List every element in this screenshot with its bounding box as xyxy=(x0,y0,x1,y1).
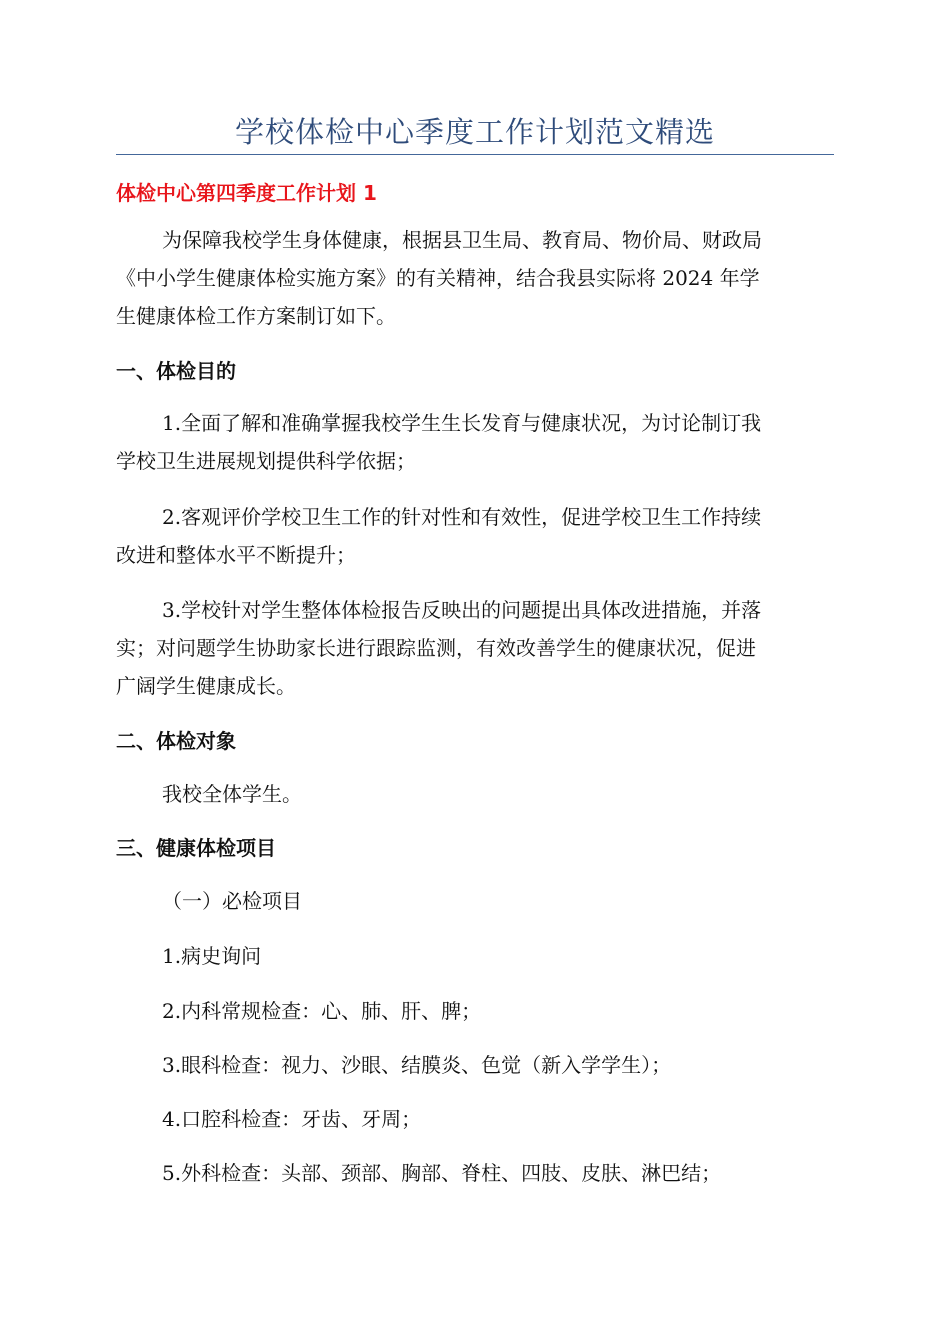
purpose-item-3-line-2: 实；对问题学生协助家长进行跟踪监测，有效改善学生的健康状况，促进 xyxy=(116,636,756,660)
intro-line-1: 为保障我校学生身体健康，根据县卫生局、教育局、物价局、财政局 xyxy=(162,228,762,252)
purpose-item-2-line-2: 改进和整体水平不断提升； xyxy=(116,543,356,567)
exam-item: 5.外科检查：头部、颈部、胸部、脊柱、四肢、皮肤、淋巴结； xyxy=(162,1161,722,1185)
exam-item: 4.口腔科检查：牙齿、牙周； xyxy=(162,1107,422,1131)
plan-subtitle: 体检中心第四季度工作计划 1 xyxy=(116,181,377,205)
exam-item: 3.眼科检查：视力、沙眼、结膜炎、色觉（新入学学生）； xyxy=(162,1053,672,1077)
subjects-text: 我校全体学生。 xyxy=(162,782,302,806)
purpose-item-1-line-2: 学校卫生进展规划提供科学依据； xyxy=(116,449,416,473)
purpose-item-1-line-1: 1.全面了解和准确掌握我校学生生长发育与健康状况，为讨论制订我 xyxy=(162,411,762,435)
exam-item: 1.病史询问 xyxy=(162,944,262,968)
section-heading-subjects: 二、体检对象 xyxy=(116,729,236,753)
exam-item: 2.内科常规检查：心、肺、肝、脾； xyxy=(162,999,482,1023)
section-heading-purpose: 一、体检目的 xyxy=(116,359,236,383)
intro-line-2: 《中小学生健康体检实施方案》的有关精神，结合我县实际将 2024 年学 xyxy=(116,266,760,290)
purpose-item-3-line-1: 3.学校针对学生整体体检报告反映出的问题提出具体改进措施，并落 xyxy=(162,598,762,622)
intro-line-3: 生健康体检工作方案制订如下。 xyxy=(116,304,396,328)
purpose-item-2-line-1: 2.客观评价学校卫生工作的针对性和有效性，促进学校卫生工作持续 xyxy=(162,505,762,529)
document-title: 学校体检中心季度工作计划范文精选 xyxy=(234,115,715,149)
title-underline xyxy=(116,154,834,155)
required-items-subheading: （一）必检项目 xyxy=(162,889,302,913)
section-heading-items: 三、健康体检项目 xyxy=(116,836,276,860)
purpose-item-3-line-3: 广阔学生健康成长。 xyxy=(116,674,296,698)
